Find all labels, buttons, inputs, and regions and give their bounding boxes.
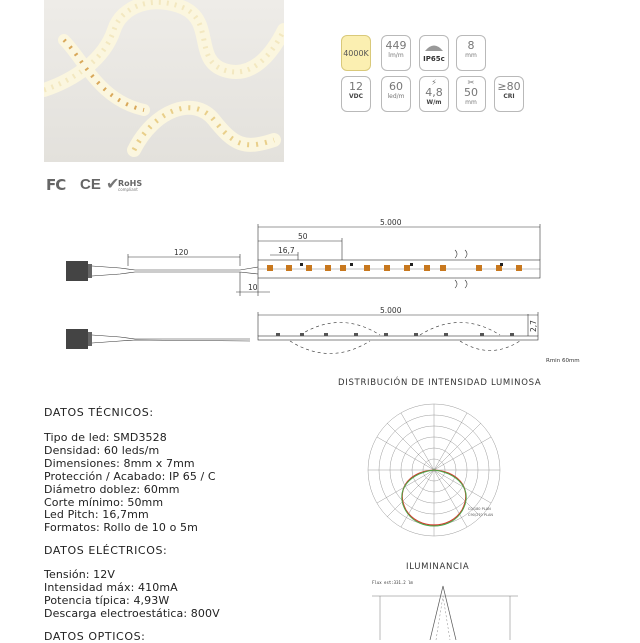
voltage-unit: VDC [348,93,364,100]
density-value: 60 [389,80,403,93]
rohs-label: RoHS [118,179,143,188]
electrical-line: Potencia típica: 4,93W [44,593,170,607]
technical-list [44,432,216,535]
width-value: 8 [467,39,475,52]
technical-heading: DATOS TÉCNICOS: [44,406,154,419]
led-strip-image [44,0,284,162]
technical-line: Protección / Acabado: IP 65 / C [44,469,216,483]
illuminance-header: Flux est:331.2 lm [372,580,413,585]
illuminance-chart [370,576,520,640]
dim-length-side: 5.000 [380,306,402,315]
bend-note: Rmin 60mm [546,358,580,364]
electrical-line: Tensión: 12V [44,568,116,581]
cct-tile [341,35,371,71]
power-unit: W/m [426,99,442,106]
electrical-line: Descarga electroestática: 800V [44,606,220,620]
cri-tile [494,76,524,112]
cut-value: 50 [464,86,478,99]
technical-line: Diámetro doblez: 60mm [44,482,180,496]
density-tile [381,76,411,112]
polar-legend-2: C90/270 PLAN [468,513,494,517]
lumen-tile [381,35,411,71]
cri-unit: CRI [503,93,515,100]
dim-length-top: 5.000 [380,218,402,227]
polar-title: DISTRIBUCIÓN DE INTENSIDAD LUMINOSA [338,378,542,388]
dome-icon [423,40,445,52]
dim-connector-gap: 10 [248,283,258,292]
technical-drawing [0,210,640,370]
width-tile [456,35,486,71]
ip-tile [419,35,449,71]
illuminance-title: ILUMINANCIA [406,562,470,572]
lumen-value: 449 [385,39,407,52]
technical-line: Tipo de led: SMD3528 [44,431,167,444]
dim-pitch-group: 50 [298,232,308,241]
dim-height: 2,7 [529,320,538,332]
polar-legend-1: C0/180 PLAN [468,507,491,511]
cut-unit: mm [465,99,477,106]
technical-line: Led Pitch: 16,7mm [44,508,149,522]
voltage-tile [341,76,371,112]
dim-led-pitch: 16,7 [278,246,295,255]
electrical-list [44,569,220,621]
product-photo [44,0,284,162]
ce-logo: CE [80,176,101,193]
rohs-sub: compliant [118,187,138,192]
technical-line: Densidad: 60 leds/m [44,443,160,457]
cri-value: ≥80 [497,80,521,93]
check-icon: ✔ [106,174,120,193]
ip-value: IP65c [423,55,445,63]
polar-chart [356,392,516,552]
cut-tile [456,76,486,112]
technical-line: Dimensiones: 8mm x 7mm [44,456,195,470]
optical-heading: DATOS OPTICOS: [44,630,146,643]
density-unit: led/m [387,93,405,100]
dim-cable: 120 [174,248,189,257]
electrical-heading: DATOS ELÉCTRICOS: [44,544,168,557]
lumen-unit: lm/m [388,52,404,59]
voltage-value: 12 [349,80,363,93]
bolt-icon: ⚡ [431,78,437,87]
rohs-logo [106,176,142,194]
technical-line: Formatos: Rollo de 10 o 5m [44,521,198,535]
electrical-line: Intensidad máx: 410mA [44,580,178,594]
cct-value: 4000K [343,49,369,58]
power-tile [419,76,449,112]
power-value: 4,8 [425,86,443,99]
scissors-icon: ✂ [467,78,475,87]
width-unit: mm [465,52,477,59]
fcc-logo: FC [46,176,66,194]
technical-line: Corte mínimo: 50mm [44,495,164,509]
